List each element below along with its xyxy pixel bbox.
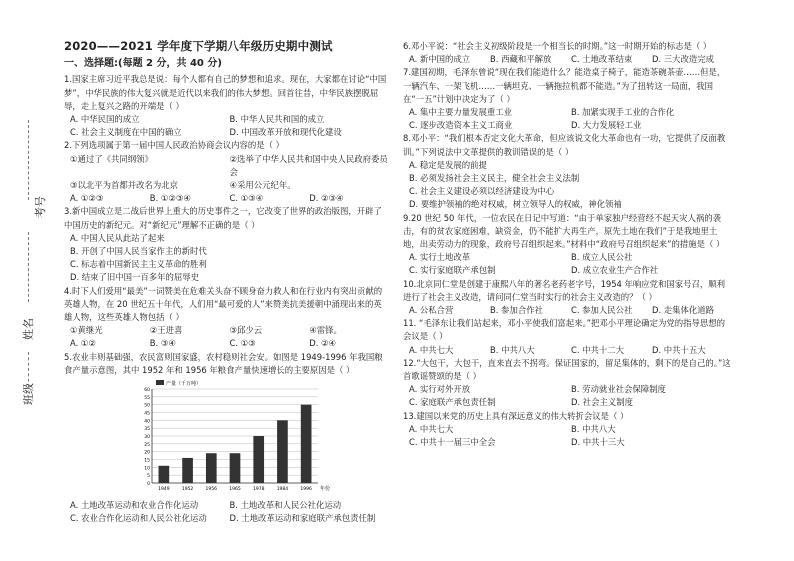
binding-line-top [28,120,29,200]
answer-option[interactable]: ②选举了中华人民共和国中央人民政府委员会 [229,153,388,177]
answer-option[interactable]: A. 中共七大 [409,423,454,434]
answer-option[interactable]: D. 社会主义制度 [571,397,634,408]
question-block [64,192,389,205]
x-tick-label: 1965 [229,487,241,493]
answer-option[interactable]: D. 中国改革开放和现代化建设 [229,127,342,138]
question-text: 11. “毛泽东让我们站起来，邓小平使我们富起来。”把邓小平理论确定为党的指导思想的会议是（ ） [403,318,725,342]
legend-swatch [156,380,164,385]
answer-option[interactable]: D. 土地改革运动和家庭联产承包责任制 [229,513,376,524]
answer-option[interactable]: B. 土地改革和人民公社化运动 [229,500,342,511]
y-tick-label: 45 [144,411,150,417]
answer-option[interactable]: D. ②③④ [309,193,344,204]
answer-option[interactable]: A. 稳定是发展的前提 [409,159,487,170]
answer-option[interactable]: C. 参加人民公社 [571,305,633,316]
y-tick-label: 0 [147,482,150,488]
answer-option[interactable]: A. 集中主要力量发展重工业 [409,107,513,118]
answer-option[interactable]: ①黄继光 [70,325,103,336]
answer-option[interactable]: C. ①③ [229,338,256,349]
question-block [403,66,733,132]
option-list [403,383,733,409]
answer-option[interactable]: ②王进喜 [149,325,183,336]
answer-option[interactable]: ④采用公元纪年。 [229,180,296,191]
answer-option[interactable]: D. 中共十五大 [652,344,706,355]
answer-option[interactable]: B. 中华人民共和国的成立 [229,114,325,125]
y-tick-label: 60 [144,388,150,394]
answer-option[interactable]: C. ①③④ [229,193,264,204]
answer-option[interactable]: D. 成立农业生产合作社 [571,265,659,276]
answer-option[interactable]: ④雷锋。 [309,325,342,336]
option-list [403,304,733,317]
question-text: 13.建国以来党的历史上具有深远意义的伟大转折会议是（ ） [403,410,629,421]
question-block [403,278,733,318]
y-tick-label: 25 [144,442,150,448]
answer-option[interactable]: C. 家庭联产承包责任制 [409,397,496,408]
question-text: 5.农业丰则基础强，农民富则国家盛，农村稳则社会安。如图是 1949-1996 年我国粮食产量示意图，其中 1952 年和 1956 年粮食产量快速增长的主要原因是（ ） [64,351,383,375]
answer-option[interactable]: B. 劳动就业社会保障制度 [571,384,666,395]
option-list [64,232,389,285]
answer-option[interactable]: C. 社会主义建设必须以经济建设为中心 [409,186,555,197]
answer-option[interactable]: C. 实行家庭联产承包制 [409,265,496,276]
x-tick-label: 1949 [158,487,170,493]
option-list [403,159,733,212]
y-tick-label: 5 [147,474,150,480]
answer-option[interactable]: ①通过了《共同纲领》 [70,153,153,164]
bar [230,453,241,483]
answer-option[interactable]: A. 中共七大 [409,344,454,355]
answer-option[interactable]: D. 走集体化道路 [652,305,715,316]
question-block [64,205,389,284]
question-block [403,357,733,410]
answer-option[interactable]: ③邱少云 [229,325,263,336]
section-heading: 一、选择题:(每题 2 分，共 40 分) [64,58,222,70]
question-text: 1.国家主席习近平我总是说：每个人都有自己的梦想和追求。现在，大家都在讨论“中国梦”，中华民族的伟大复兴就是近代以来我们的伟大梦想。回首往昔，中华民族摆脱屈辱，走上复兴之路的开端是（ ） [64,74,387,111]
chart-svg [134,379,334,497]
answer-option[interactable]: ③以北平为首都并改名为北京 [70,180,179,191]
option-list [64,192,389,205]
left-questions [64,73,389,525]
answer-option[interactable]: B. 必须发扬社会主义民主，健全社会主义法制 [409,173,580,184]
question-text: 12.“大包干，大包干，直来直去不拐弯。保证国家的，留足集体的，剩下的是自己的。”这首歌谣赞颂的是（ ） [403,357,731,382]
y-tick-label: 30 [144,435,150,441]
question-block [64,73,389,139]
bar [253,436,264,483]
answer-option[interactable]: D. 要维护领袖的绝对权威，树立领导人的权威，神化领袖 [409,199,622,210]
option-list [403,344,733,357]
answer-option[interactable]: A. 中国人民从此站了起来 [70,232,165,243]
x-tick-label: 1952 [181,487,194,493]
grain-output-chart [134,379,334,497]
answer-option[interactable]: C. 中共十二大 [571,344,625,355]
question-text: 3.新中国成立是二战后世界上重大的历史事件之一，它改变了世界的政治版图，开辟了中国历史的新纪元。对“新纪元”理解不正确的是（ ） [64,206,382,230]
y-tick-label: 40 [144,419,150,425]
left-column [64,40,389,525]
number-label: 考号 [34,196,47,218]
question-text: 9.20 世纪 50 年代，一位农民在日记中写道：“由于单家独户经营经不起天灾人祸的袭击，有的贫农家庭困难，缺资金，仍不能扩大再生产，原先土地在我们”于是我地里土地，出卖劳动力的现象，政府号召组织起来。”材料中“政府号召组织起来”的措施是（ ） [403,212,725,250]
question-block [64,351,389,497]
x-tick-label: 1956 [205,487,218,493]
answer-option[interactable]: B. 参加合作社 [490,305,543,316]
question-block [403,212,733,278]
binding-line-mid [28,232,29,302]
answer-option[interactable]: B. 加紧实现手工业的合作化 [571,107,675,118]
binding-margin [0,0,50,561]
right-questions [403,40,733,449]
x-tick-label: 1984 [276,487,289,493]
question-block [64,285,389,338]
bar [182,458,193,483]
option-list [403,106,733,132]
option-list [403,423,733,449]
y-tick-label: 15 [144,458,150,464]
binding-line-low [28,352,29,387]
y-tick-label: 10 [144,466,150,472]
answer-option[interactable]: C. 逐步改造资本主义工商业 [409,120,513,131]
x-tick-label: 1996 [300,487,312,493]
answer-option[interactable]: D. ②④ [309,338,337,349]
question-text: 10.北京同仁堂是创建于康熙八年的著名老药老字号，1954 年响应党和国家号召，顺利进行了社会主义改造，请问同仁堂当时实行的社会主义改造的？（ ） [403,278,726,302]
bar [301,405,312,483]
answer-option[interactable]: A. 实行对外开放 [409,384,471,395]
answer-option[interactable]: A. 新中国的成立 [409,54,471,65]
exam-title: 2020——2021 学年度下学期八年级历史期中测试 [64,39,333,53]
question-text: 2.下列选项属于第一届中国人民政治协商会议内容的是（ ） [64,140,285,151]
question-text: 6.邓小平说：“社会主义初级阶段是一个相当长的时期。”这一时期开始的标志是（ ） [403,41,712,51]
answer-option[interactable]: A. 中华民国的成立 [70,114,140,125]
answer-option[interactable]: C. 土地改革结束 [571,54,633,65]
answer-option[interactable]: B. ③④ [149,338,176,349]
option-list [64,499,389,525]
answer-option[interactable]: D. 大力发展轻工业 [571,120,642,131]
x-tick-label: 1978 [252,487,265,493]
question-text: 8.邓小平：“我们根本否定文化大革命，但应该说文化大革命也有一功，它提供了反面教训。”下列说法中文革提供的教训错误的是（ ） [403,133,726,157]
bar [206,453,217,483]
y-tick-label: 20 [144,450,150,456]
answer-option[interactable]: A. ①②③ [70,193,104,204]
option-list [64,153,389,193]
bar [277,420,288,483]
answer-option[interactable]: C. 社会主义制度在中国的确立 [70,127,182,138]
y-tick-label: 50 [144,403,150,409]
answer-option[interactable]: A. 土地改革运动和农业合作化运动 [70,500,199,511]
question-block [403,40,733,66]
question-block [403,132,733,211]
answer-option[interactable]: B. 成立人民公社 [571,252,633,263]
answer-option[interactable]: B. 中共八大 [571,423,616,434]
question-text: 4.时下人们爱用“最美”一词赞美在危难关头奋不顾身奋力救人和在行业内有突出贡献的英雄人物，在 20 世纪五十年代，人们用“最可爱的人”来赞美抗美援朝中涌现出来的英雄人物，这些英雄人物包括（ ） [64,285,383,323]
legend-label: 产量（千万吨） [166,381,202,388]
answer-option[interactable]: A. 实行土地改革 [409,252,471,263]
answer-option[interactable]: A. ①② [70,338,96,349]
answer-option[interactable]: B. 中共八大 [490,344,535,355]
answer-option[interactable]: C. 标志着中国新民主主义革命的胜利 [70,259,207,270]
question-block [64,337,389,350]
x-axis-label: 年份 [320,486,331,493]
y-tick-label: 35 [144,427,150,433]
answer-option[interactable]: B. 开创了中国人民当家作主的新时代 [70,246,207,257]
answer-option[interactable]: B. ①②③④ [149,193,191,204]
answer-option[interactable]: C. 农业合作化运动和人民公社化运动 [70,513,207,524]
option-list [403,53,733,66]
option-list [64,113,389,139]
option-list [64,324,389,337]
answer-option[interactable]: A. 公私合营 [409,305,454,316]
bar [159,466,170,483]
right-column [403,40,733,449]
y-tick-label: 55 [144,395,150,401]
question-block [64,499,389,525]
question-block [403,317,733,357]
answer-option[interactable]: D. 三大改造完成 [652,54,715,65]
question-block [64,139,389,192]
option-list [64,337,389,350]
question-block [403,410,733,450]
class-label: 班级 [22,383,35,405]
answer-option[interactable]: B. 西藏和平解放 [490,54,552,65]
name-label: 姓名 [22,318,35,340]
option-list [403,251,733,277]
answer-option[interactable]: C. 中共十一届三中全会 [409,437,496,448]
answer-option[interactable]: D. 结束了旧中国一百多年的屈辱史 [70,272,200,283]
question-text: 7.建国初期，毛泽东曾说“现在我们能造什么？能造桌子椅子，能造茶碗茶壶……但是，一辆汽车、一架飞机……一辆坦克、一辆拖拉机都不能造。”为了扭转这一局面，我国在“一五”计划中决定为了（ ） [403,67,726,104]
answer-option[interactable]: D. 中共十三大 [571,437,625,448]
